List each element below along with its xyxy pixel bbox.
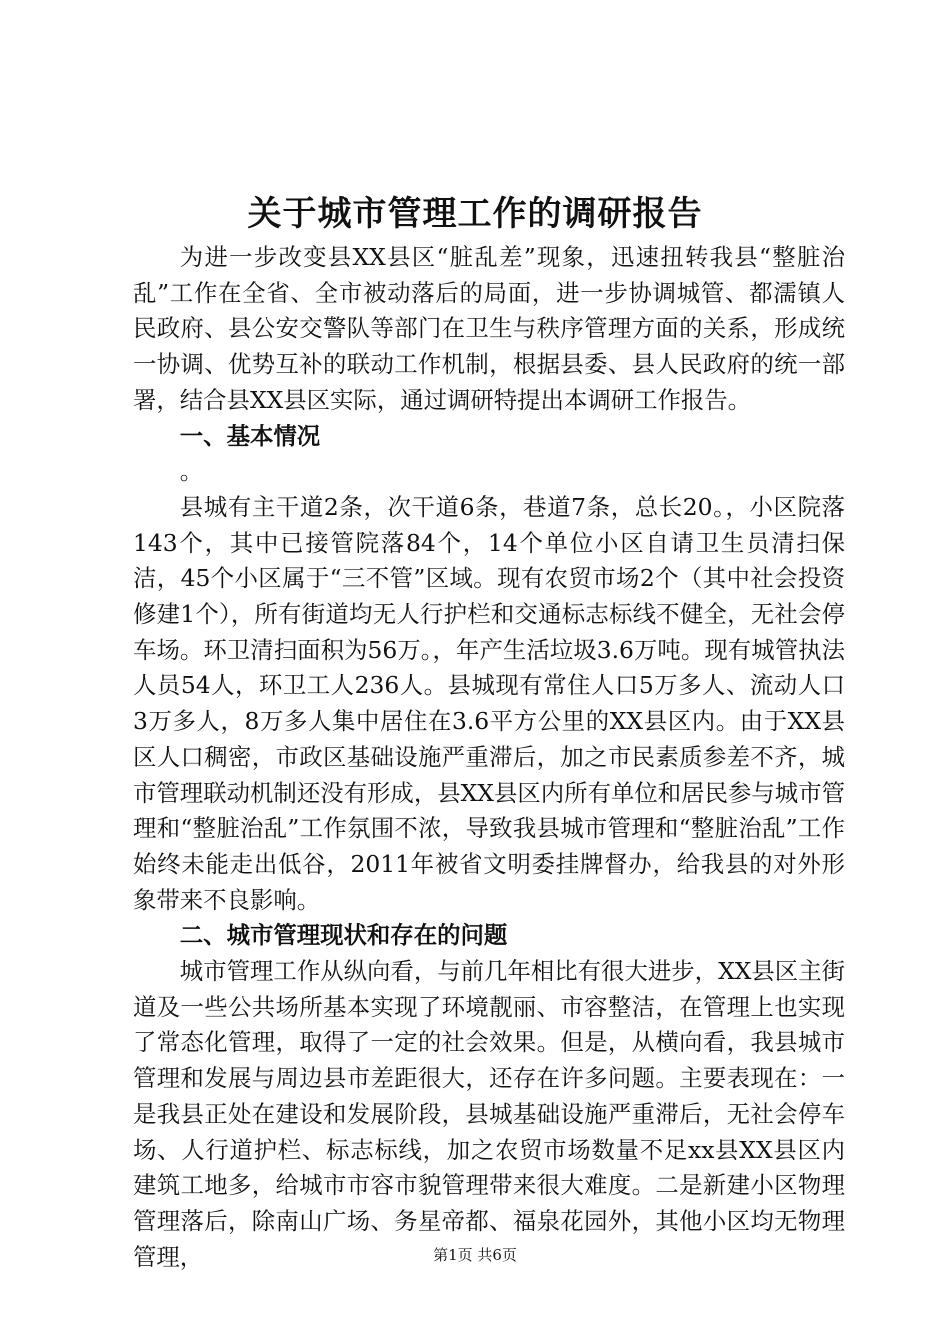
body-paragraph: 县城有主干道2条，次干道6条，巷道7条，总长20。，小区院落143个，其中已接管院落84个，14个单位小区自请卫生员清扫保洁，45个小区属于“三不管”区域。现有农贸市场2个（其中社会投资修建1个），所有街道均无人行护栏和交通标志标线不健全，无社会停车场。环卫清扫面积为56万。，年产生活垃圾3.6万吨。现有城管执法人员54人，环卫工人236人。县城现有常住人口5万多人、流动人口3万多人，8万多人集中居住在3.6平方公里的XX县区内。由于XX县区人口稠密，市政区基础设施严重滞后，加之市民素质参差不齐，城市管理联动机制还没有形成，县XX县区内所有单位和居民参与城市管理和“整脏治乱”工作氛围不浓，导致我县城市管理和“整脏治乱”工作始终未能走出低谷，2011年被省文明委挂牌督办，给我县的对外形象带来不良影响。 [133,492,845,914]
body-paragraph: 。 [179,457,204,486]
body-paragraph: 为进一步改变县XX县区“脏乱差”现象，迅速扭转我县“整脏治乱”工作在全省、全市被动落后的局面，进一步协调城管、都濡镇人民政府、县公安交警队等部门在卫生与秩序管理方面的关系，形成统一协调、优势互补的联动工作机制，根据县委、县人民政府的统一部署，结合县XX县区实际，通过调研特提出本调研工作报告。 [133,243,845,414]
section-heading: 二、城市管理现状和存在的问题 [179,921,508,950]
document-body [133,240,845,1275]
document-title: 关于城市管理工作的调研报告 [247,194,703,234]
body-paragraph: 城市管理工作从纵向看，与前几年相比有很大进步，XX县区主街道及一些公共场所基本实现了环境靓丽、市容整洁，在管理上也实现了常态化管理，取得了一定的社会效果。但是，从横向看，我县城市管理和发展与周边县市差距很大，还存在许多问题。主要表现在：一是我县正处在建设和发展阶段，县城基础设施严重滞后，无社会停车场、人行道护栏、标志标线，加之农贸市场数量不足xx县XX县区内建筑工地多，给城市市容市貌管理带来很大难度。二是新建小区物理管理落后，除南山广场、务星帝都、福泉花园外，其他小区均无物理管理， [133,957,845,1271]
section-heading: 一、基本情况 [179,421,321,450]
page-footer: 第1页 共6页 [433,1246,517,1264]
